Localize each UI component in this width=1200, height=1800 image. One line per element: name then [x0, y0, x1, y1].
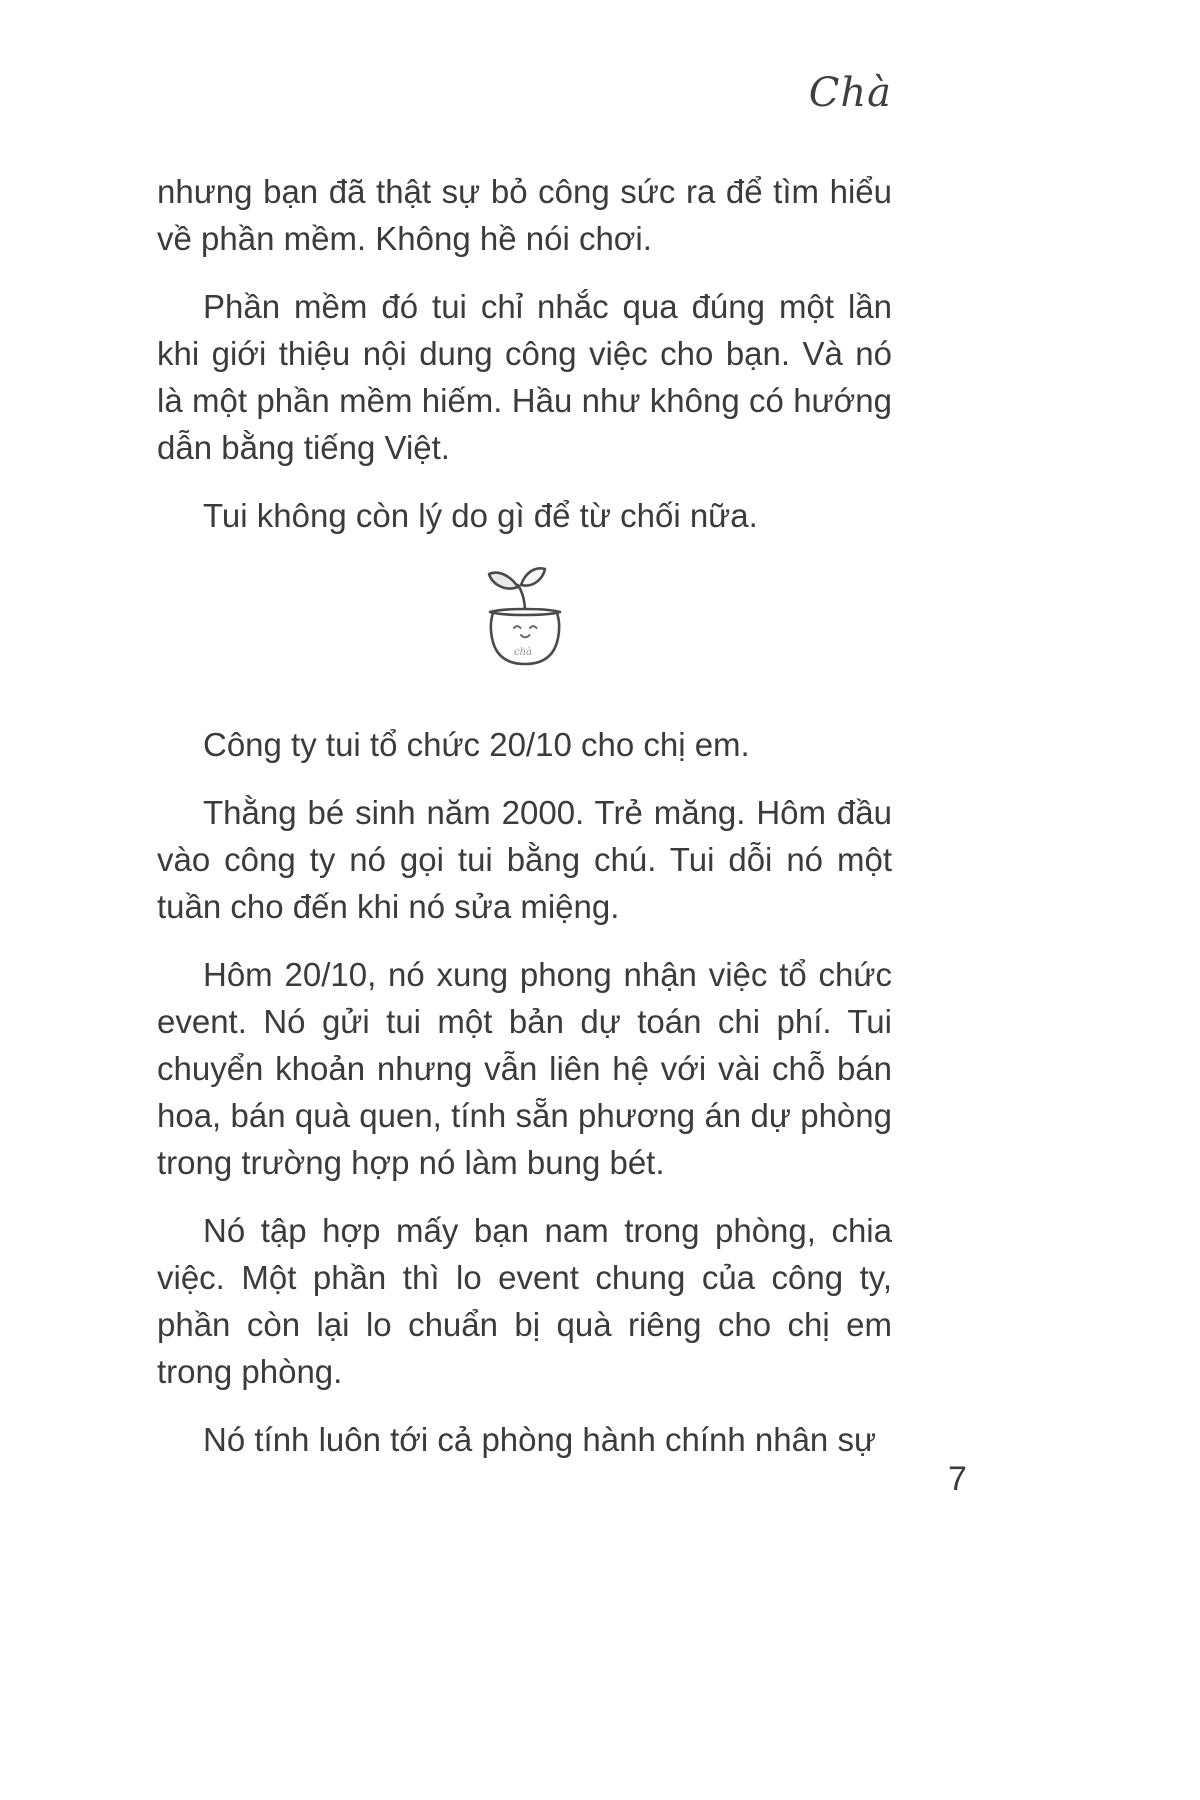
running-header: Chà [808, 70, 892, 116]
paragraph: Phần mềm đó tui chỉ nhắc qua đúng một lần khi giới thiệu nội dung công việc cho bạn. Và nó là một phần mềm hiếm. Hầu như không có hướng dẫn bằng tiếng Việt. [157, 288, 892, 466]
paragraph: Hôm 20/10, nó xung phong nhận việc tổ chức event. Nó gửi tui một bản dự toán chi phí. Tui chuyển khoản nhưng vẫn liên hệ với vài chỗ bán hoa, bán quà quen, tính sẵn phương án dự phòng trong trường hợp nó làm bung bét. [157, 956, 892, 1181]
page-body [157, 168, 892, 1484]
paragraph: Tui không còn lý do gì để từ chối nữa. [203, 497, 758, 534]
paragraph: Nó tính luôn tới cả phòng hành chính nhân sự [203, 1421, 877, 1458]
section-divider [157, 565, 892, 691]
page-number: 7 [948, 1460, 967, 1498]
paragraph: Nó tập hợp mấy bạn nam trong phòng, chia việc. Một phần thì lo event chung của công ty, phần còn lại lo chuẩn bị quà riêng cho chị em trong phòng. [157, 1212, 892, 1390]
paragraph: Công ty tui tổ chức 20/10 cho chị em. [203, 726, 750, 763]
paragraph: Thằng bé sinh năm 2000. Trẻ măng. Hôm đầu vào công ty nó gọi tui bằng chú. Tui dỗi nó một tuần cho đến khi nó sửa miệng. [157, 794, 892, 925]
flowerpot-sprout-icon [464, 565, 586, 679]
paragraph: nhưng bạn đã thật sự bỏ công sức ra để tìm hiểu về phần mềm. Không hề nói chơi. [157, 173, 892, 257]
illustration-signature: chà [513, 647, 532, 658]
